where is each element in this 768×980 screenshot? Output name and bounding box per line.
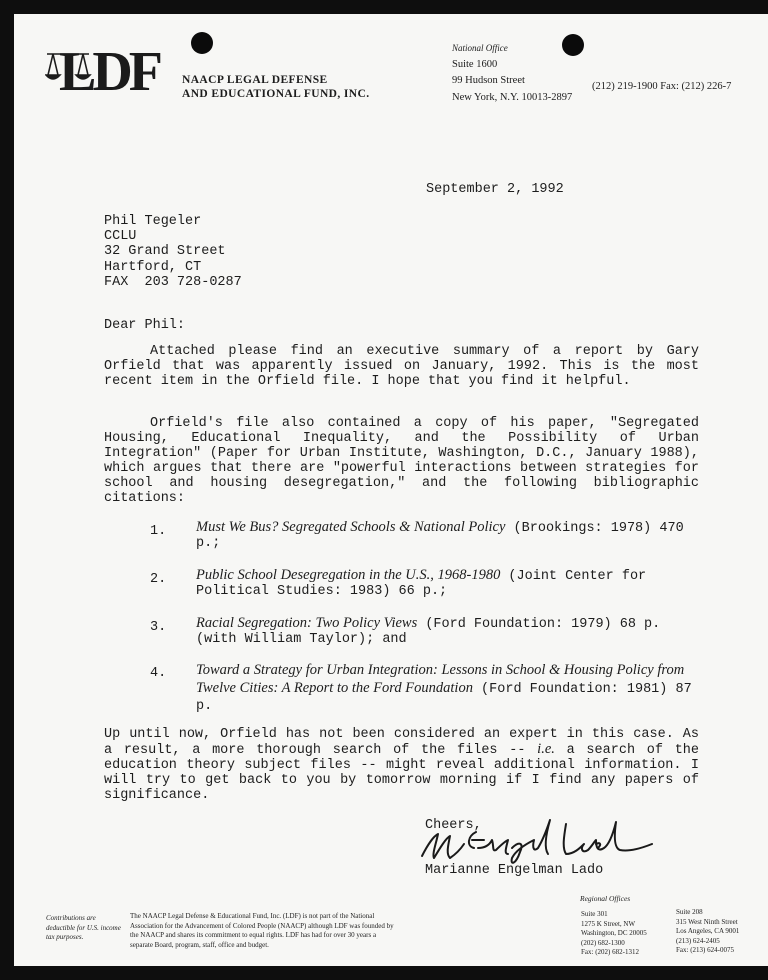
citation-3 — [196, 616, 699, 647]
citation-title: Toward a Strategy for Urban Integration: Lessons in School & Housing Policy from Twelve Cities: A Report to the Ford Foundation — [196, 662, 685, 696]
sign-off: Cheers, — [425, 818, 482, 833]
org-name-line2: AND EDUCATIONAL FUND, INC. — [182, 88, 370, 100]
paragraph-2: Orfield's file also contained a copy of his paper, "Segregated Housing, Educational Inequality, and the Possibility of Urban Integration" (Paper for Urban Institute, Washington, D.C., January 1988), which argues that there are "powerful interactions between strategies for school and housing desegregation," and the following bibliographic citations: — [104, 416, 699, 506]
national-office-label: National Office — [452, 43, 508, 53]
office-fax: Fax: (213) 624-0075 — [676, 946, 734, 954]
punch-hole-left — [191, 32, 213, 54]
closing-text: Up until now, Orfield has not been considered an expert in this case. As a result, a more thorough search of the files -- — [104, 727, 699, 758]
national-office-suite: Suite 1600 — [452, 58, 498, 70]
office-phone: (213) 624-2405 — [676, 936, 720, 945]
recipient-line: Phil Tegeler — [104, 214, 202, 229]
citation-title: Racial Segregation: Two Policy Views — [196, 615, 418, 631]
office-fax: Fax: (202) 682-1312 — [581, 948, 639, 956]
office-street: 1275 K Street, NW — [581, 919, 636, 928]
national-office-street: 99 Hudson Street — [452, 75, 525, 86]
recipient-line: FAX 203 728-0287 — [104, 274, 242, 290]
salutation: Dear Phil: — [104, 318, 186, 333]
citation-number: 1. — [150, 524, 167, 539]
citation-4 — [196, 662, 699, 715]
citation-number: 2. — [150, 572, 167, 587]
office-phone: (202) 682-1300 — [581, 938, 625, 947]
regional-office-washington — [581, 910, 647, 958]
recipient-line: 32 Grand Street — [104, 244, 226, 260]
tax-deduction-note: Contributions are deductible for U.S. income tax purposes. — [46, 914, 121, 941]
letter-page — [14, 14, 768, 966]
office-city: Los Angeles, CA 9001 — [676, 927, 740, 935]
paragraph-1: Attached please find an executive summary of a report by Gary Orfield that was apparently issued on January, 1992. This is the most recent item in the Orfield file. I hope that you find it helpful. — [104, 344, 699, 389]
recipient-address — [104, 214, 242, 290]
citation-2 — [196, 568, 699, 599]
regional-office-los-angeles — [676, 908, 739, 956]
ldf-logo — [45, 41, 169, 103]
recipient-line: CCLU — [104, 229, 137, 245]
citation-number: 3. — [150, 620, 167, 635]
office-suite: Suite 301 — [581, 910, 608, 918]
citation-details: (Joint Center for Political Studies: 1983) 66 p.; — [196, 569, 647, 599]
citation-1 — [196, 520, 699, 551]
closing-paragraph — [104, 727, 699, 803]
citation-number: 4. — [150, 666, 167, 681]
citation-details: (Ford Foundation: 1979) 68 p. (with William Taylor); and — [196, 617, 661, 647]
citation-details: (Ford Foundation: 1981) 87 p. — [196, 682, 692, 714]
regional-offices-label: Regional Offices — [580, 894, 631, 903]
citation-title: Must We Bus? Segregated Schools & National Policy — [196, 519, 506, 535]
office-street: 315 West Ninth Street — [676, 917, 738, 926]
citation-details: (Brookings: 1978) 470 p.; — [196, 521, 684, 551]
org-name-line1: NAACP LEGAL DEFENSE — [182, 74, 328, 86]
closing-ie: i.e. — [537, 741, 555, 757]
national-office-address — [452, 40, 572, 106]
national-office-phone-fax: (212) 219-1900 Fax: (212) 226-7 — [592, 81, 732, 92]
recipient-line: Hartford, CT — [104, 259, 202, 275]
office-suite: Suite 208 — [676, 908, 703, 916]
signer-name: Marianne Engelman Lado — [425, 863, 604, 878]
national-office-city: New York, N.Y. 10013-2897 — [452, 91, 573, 103]
logo-text: LDF — [59, 41, 159, 103]
closing-text: a search of the education theory subject files -- might reveal additional information. I will try to get back to you by tomorrow morning if I find any papers of significance. — [104, 743, 699, 803]
naacp-disclaimer: The NAACP Legal Defense & Educational Fund, Inc. (LDF) is not part of the National Association for the Advancement of Colored People (NAACP) although LDF was founded by the NAACP and shares its commitment to equal rights. LDF has had for over 30 years a separate Board, program, staff, office and budget. — [130, 912, 394, 949]
citation-title: Public School Desegregation in the U.S., 1968-1980 — [196, 567, 501, 583]
org-name — [182, 73, 370, 101]
office-city: Washington, DC 20005 — [581, 929, 647, 937]
letter-date: September 2, 1992 — [426, 182, 564, 197]
handwritten-signature — [416, 814, 666, 870]
